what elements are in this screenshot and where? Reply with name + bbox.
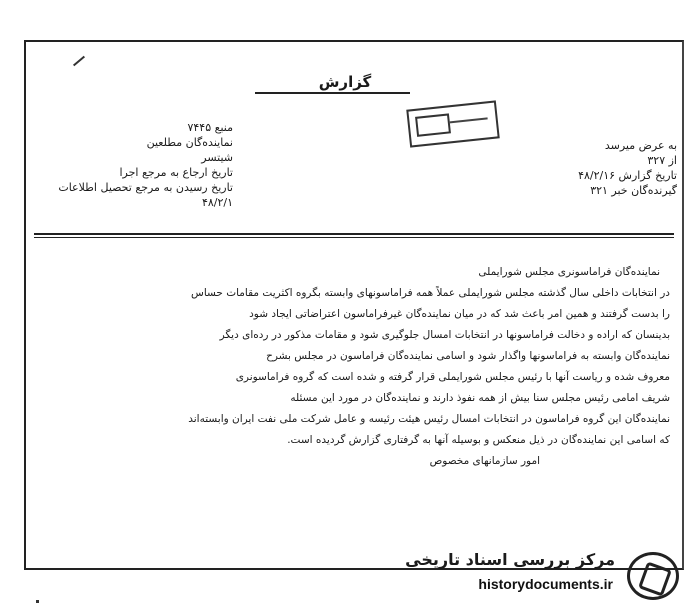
watermark-title: مرکز بررسی اسناد تاریخی — [405, 550, 615, 569]
meta-left-line: تاریخ ارجاع به مرجع اجرا — [119, 166, 233, 179]
meta-right-line: از ۳۲۷ — [647, 154, 677, 167]
stamp-tag — [415, 113, 451, 136]
body-line: را بدست گرفتند و همین امر باعث شد که در میان نماینده‌گان غیرفراماسون اعتراضاتی ایجاد شود — [249, 308, 670, 320]
meta-right-block — [455, 138, 677, 198]
meta-left-line: نماینده‌گان مطلعین — [146, 136, 233, 149]
meta-left-line: شیتسر — [201, 151, 233, 164]
speck-mark — [36, 600, 39, 603]
separator-rule-thin — [34, 237, 674, 238]
meta-left-line: تاریخ رسیدن به مرجع تحصیل اطلاعات — [58, 181, 233, 194]
separator-rule — [34, 233, 674, 235]
meta-right-line: گیرنده‌گان خبر ۳۲۱ — [590, 184, 677, 197]
title-underline — [255, 92, 410, 94]
body-line: بدینسان که اراده و دخالت فراماسونها در انتخابات امسال جلوگیری شود و مقامات مذکور در رده‌ای دیگر — [219, 329, 670, 341]
meta-right-line: تاریخ گزارش ۴۸/۲/۱۶ — [578, 169, 677, 182]
report-body — [40, 262, 670, 472]
archive-watermark — [405, 548, 685, 606]
meta-left-line: منبع ۷۴۴۵ — [187, 121, 233, 134]
meta-right-line: به عرض میرسد — [604, 139, 677, 152]
body-line: نماینده‌گان وابسته به فراماسونها واگذار شود و اسامی نماینده‌گان فراماسون در مجلس بشرح — [266, 350, 670, 362]
body-line: در انتخابات داخلی سال گذشته مجلس شورایملی عملاً همه فراماسونهای وابسته بگروه اکثریت مقامات حساس — [191, 287, 670, 299]
body-line: نماینده‌گان این گروه فراماسون در انتخابات امسال رئیس هیئت رئیسه و عامل شرکت ملی نفت ایران وابسته‌اند — [188, 413, 670, 425]
meta-left-block — [38, 120, 233, 210]
body-line: شریف امامی رئیس مجلس سنا بیش از همه نفوذ دارند و نماینده‌گان در مورد این مسئله — [290, 392, 670, 404]
body-greeting: نماینده‌گان فراماسونری مجلس شورایملی — [478, 266, 660, 278]
body-line: که اسامی این نماینده‌گان در ذیل منعکس و بوسیله آنها به گرفتاری گزارش گردیده است. — [287, 434, 670, 446]
body-signature: امور سازمانهای مخصوص — [429, 455, 540, 467]
meta-left-line: ۴۸/۲/۱ — [201, 196, 233, 209]
body-line: معروف شده و ریاست آنها با رئیس مجلس شورایملی قرار گرفته و شده است که گروه فراماسونری — [235, 371, 670, 383]
report-title: گزارش — [318, 73, 372, 91]
archive-logo-icon — [627, 552, 679, 600]
watermark-url: historydocuments.ir — [478, 576, 613, 592]
stamp-line — [450, 117, 488, 123]
